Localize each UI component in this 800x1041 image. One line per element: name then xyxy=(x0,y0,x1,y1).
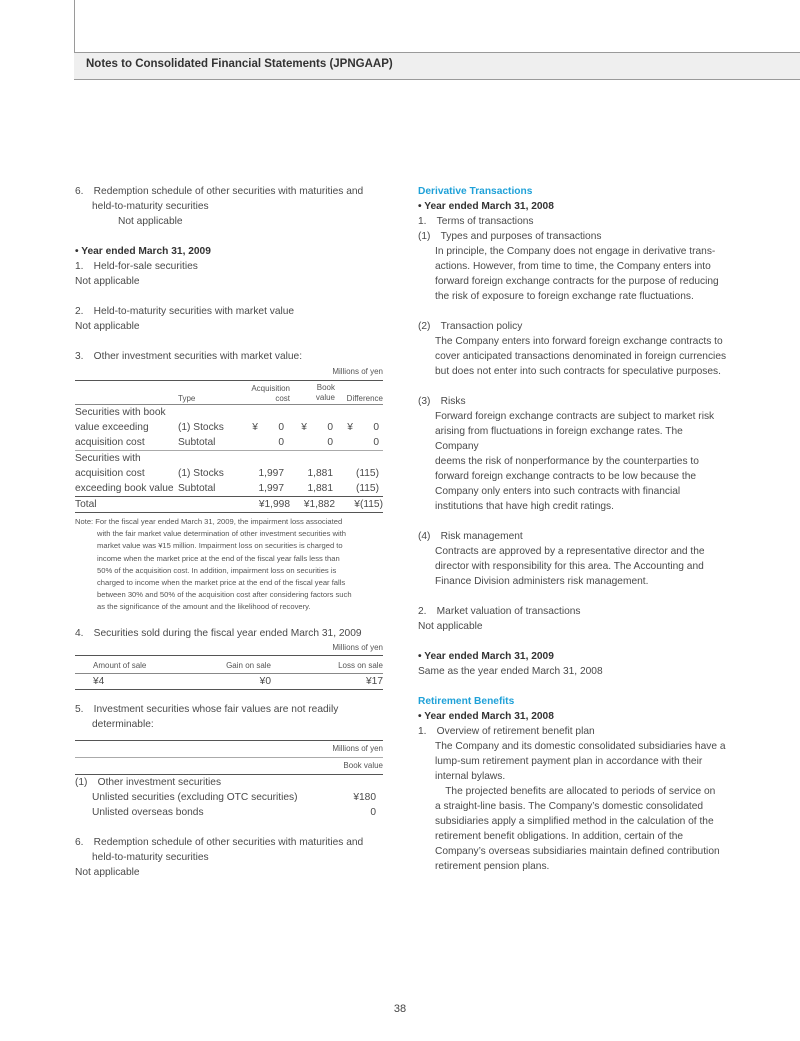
s3-cell-book xyxy=(290,405,335,421)
left-column xyxy=(75,184,383,880)
d2-na: Not applicable xyxy=(418,621,483,632)
d1-3-title: (3) Risks xyxy=(418,396,466,407)
s3-cell-diff: (115) xyxy=(355,483,379,494)
s4-hdr-amount: Amount of sale xyxy=(93,660,147,670)
s6a-line1: 6. Redemption schedule of other securities with maturities and xyxy=(75,186,364,197)
s3-cell-book: 0 xyxy=(327,437,333,448)
s4-value-row xyxy=(75,673,383,689)
s3-cell-acq xyxy=(248,451,290,467)
s3-cell-diff: ¥ 0 xyxy=(347,422,379,433)
s3-cell-type: Subtotal xyxy=(178,483,216,494)
note-line: between 30% and 50% of the acquisition cost after considering factors such xyxy=(97,590,352,600)
s3-cell-book: 1,881 xyxy=(307,468,333,479)
s2-na: Not applicable xyxy=(75,321,140,332)
s2-title: 2. Held-to-maturity securities with market value xyxy=(75,306,295,317)
s5-table xyxy=(75,775,383,820)
s3-cell-acq: 1,997 xyxy=(258,468,284,479)
note-line: charged to income when the market price at the end of the fiscal year falls xyxy=(97,578,346,588)
note-line: market value was ¥15 million. Impairment loss on securities is charged to xyxy=(97,541,343,551)
d1-2-title: (2) Transaction policy xyxy=(418,321,523,332)
d1-1-title: (1) Types and purposes of transactions xyxy=(418,231,602,242)
d1-3-text: Forward foreign exchange contracts are subject to market risk arising from fluctuations in foreign exchange rates. The Company deems the risk of nonperformance by the counterparties to forward foreign exchange contracts to be low because the Company only enters into such contracts with financial institutions that have high credit ratings. xyxy=(435,411,715,512)
s3-table-row xyxy=(75,435,383,451)
s3-hdr-diff: Difference xyxy=(346,394,383,403)
s6a-na: Not applicable xyxy=(118,216,183,227)
s4-unit: Millions of yen xyxy=(75,643,383,656)
s3-cell-label: Securities with xyxy=(75,453,141,464)
s3-total-row xyxy=(75,497,383,513)
s1-title: 1. Held-for-sale securities xyxy=(75,261,198,272)
s3-total-diff: ¥(115) xyxy=(354,499,383,510)
d1-4-title: (4) Risk management xyxy=(418,531,523,542)
s3-cell-book: ¥ 0 xyxy=(301,422,333,433)
s3-table-row xyxy=(75,481,383,497)
r1-text: The Company and its domestic consolidated subsidiaries have a lump-sum retirement payment plan in accordance with their internal bylaws. The projected benefits are allocated to periods of service on a straight-line basis. The Company’s domestic consolidated subsidiaries apply a simplified method in the calculation of the retirement benefit obligations. In addition, certain of the Company’s overseas subsidiaries maintain defined contribution retirement pension plans. xyxy=(435,741,726,872)
s6b-line2: held-to-maturity securities xyxy=(92,851,209,863)
note-line: 50% of the acquisition cost. In addition, impairment loss on securities is xyxy=(97,565,337,575)
s3-unit: Millions of yen xyxy=(332,367,383,376)
s5-line1: 5. Investment securities whose fair values are not readily xyxy=(75,703,339,715)
s3-cell-label: exceeding book value xyxy=(75,483,174,494)
s3-cell-label: Securities with book xyxy=(75,407,166,418)
s3-header-row xyxy=(75,381,383,405)
s4-loss: ¥17 xyxy=(366,675,383,687)
d1-1-text: In principle, the Company does not engage in derivative trans- actions. However, from time to time, the Company enters into forward foreign exchange contracts for the purpose of reducing the risk of exposure to foreign exchange rate fluctuations. xyxy=(435,246,719,302)
year-2008-heading: • Year ended March 31, 2008 xyxy=(418,201,554,212)
s6b-na: Not applicable xyxy=(75,866,140,878)
s3-cell-diff xyxy=(335,451,383,467)
s3-table-row xyxy=(75,451,383,467)
s4-amount: ¥4 xyxy=(93,675,105,687)
s3-hdr-book: Book value xyxy=(315,382,335,402)
s3-cell-acq: 1,997 xyxy=(258,483,284,494)
s5-row-value xyxy=(347,775,383,790)
s3-cell-acq: ¥ 0 xyxy=(252,422,284,433)
s4-gain: ¥0 xyxy=(259,675,271,687)
s6a-line2: held-to-maturity securities xyxy=(92,201,209,212)
s5-row xyxy=(75,775,383,790)
s5-unit: Millions of yen xyxy=(75,741,383,758)
s5-row xyxy=(75,790,383,805)
s3-cell-book: 1,881 xyxy=(307,483,333,494)
s5-line2: determinable: xyxy=(92,718,154,730)
s3-cell-type xyxy=(178,451,248,467)
derivative-title: Derivative Transactions xyxy=(418,186,533,197)
s3-cell-acq: 0 xyxy=(278,437,284,448)
d2-title: 2. Market valuation of transactions xyxy=(418,606,581,617)
s5-row-label: Unlisted securities (excluding OTC securities) xyxy=(92,791,298,803)
retirement-year-heading: • Year ended March 31, 2008 xyxy=(418,711,554,722)
s3-note xyxy=(75,516,383,614)
s6b-line1: 6. Redemption schedule of other securities with maturities and xyxy=(75,836,364,848)
s3-cell-book xyxy=(290,451,335,467)
s3-hdr-acq: Acquisition cost xyxy=(251,384,290,403)
s5-row-value: ¥180 xyxy=(353,791,376,803)
s3-total-label: Total xyxy=(75,499,97,510)
s3-table xyxy=(75,380,383,513)
s3-table-row xyxy=(75,466,383,481)
s5-row xyxy=(75,805,383,820)
s4-table xyxy=(75,659,383,690)
note-line: income when the market price at the end of the fiscal year falls less than xyxy=(97,553,340,563)
s3-hdr-type: Type xyxy=(178,394,196,403)
year-2009-heading: • Year ended March 31, 2009 xyxy=(75,246,211,257)
s3-cell-type: (1) Stocks xyxy=(178,422,224,433)
d1-2-text: The Company enters into forward foreign exchange contracts to cover anticipated transactions denominated in foreign currencies but does not enter into such contracts for speculative purposes. xyxy=(435,336,727,377)
s3-total-acq: ¥1,998 xyxy=(258,499,290,510)
s3-cell-type xyxy=(178,405,248,421)
s5-row-label: Unlisted overseas bonds xyxy=(92,806,204,818)
s4-header-row xyxy=(75,659,383,674)
right-column xyxy=(418,184,728,874)
retirement-title: Retirement Benefits xyxy=(418,696,515,707)
page-number: 38 xyxy=(393,1003,407,1015)
d1-title: 1. Terms of transactions xyxy=(418,216,534,227)
s1-na: Not applicable xyxy=(75,276,140,287)
d1-4-text: Contracts are approved by a representative director and the director with responsibility for this area. The Accounting and Finance Division administers risk management. xyxy=(435,546,705,587)
r1-title: 1. Overview of retirement benefit plan xyxy=(418,726,595,737)
note-line: with the fair market value determination of other investment securities with xyxy=(97,529,347,539)
s3-title: 3. Other investment securities with market value: xyxy=(75,351,303,362)
s5-row-value: 0 xyxy=(370,806,376,818)
s3-cell-label: acquisition cost xyxy=(75,437,145,448)
s3-cell-acq xyxy=(248,405,290,421)
page-header-title: Notes to Consolidated Financial Statements (JPNGAAP) xyxy=(86,58,393,70)
s3-cell-label: value exceeding xyxy=(75,422,149,433)
s3-total-book: ¥1,882 xyxy=(303,499,335,510)
s4-hdr-loss: Loss on sale xyxy=(338,660,383,670)
s3-cell-diff: (115) xyxy=(355,468,379,479)
s4-title: 4. Securities sold during the fiscal year ended March 31, 2009 xyxy=(75,627,362,639)
note-line: as the significance of the amount and the likelihood of recovery. xyxy=(97,602,311,612)
s5-row-label: (1) Other investment securities xyxy=(75,776,222,788)
s3-table-row xyxy=(75,420,383,435)
s3-table-row xyxy=(75,405,383,421)
s5-col-header: Book value xyxy=(75,758,383,775)
note-line: Note: For the fiscal year ended March 31, 2009, the impairment loss associated xyxy=(75,517,343,526)
s3-cell-type: Subtotal xyxy=(178,437,216,448)
s3-cell-diff xyxy=(335,405,383,421)
year-2009-heading-right: • Year ended March 31, 2009 xyxy=(418,651,554,662)
s3-cell-type: (1) Stocks xyxy=(178,468,224,479)
s3-cell-diff: 0 xyxy=(373,437,379,448)
same-as-2008: Same as the year ended March 31, 2008 xyxy=(418,666,603,677)
s3-cell-label: acquisition cost xyxy=(75,468,145,479)
s4-hdr-gain: Gain on sale xyxy=(226,660,271,670)
